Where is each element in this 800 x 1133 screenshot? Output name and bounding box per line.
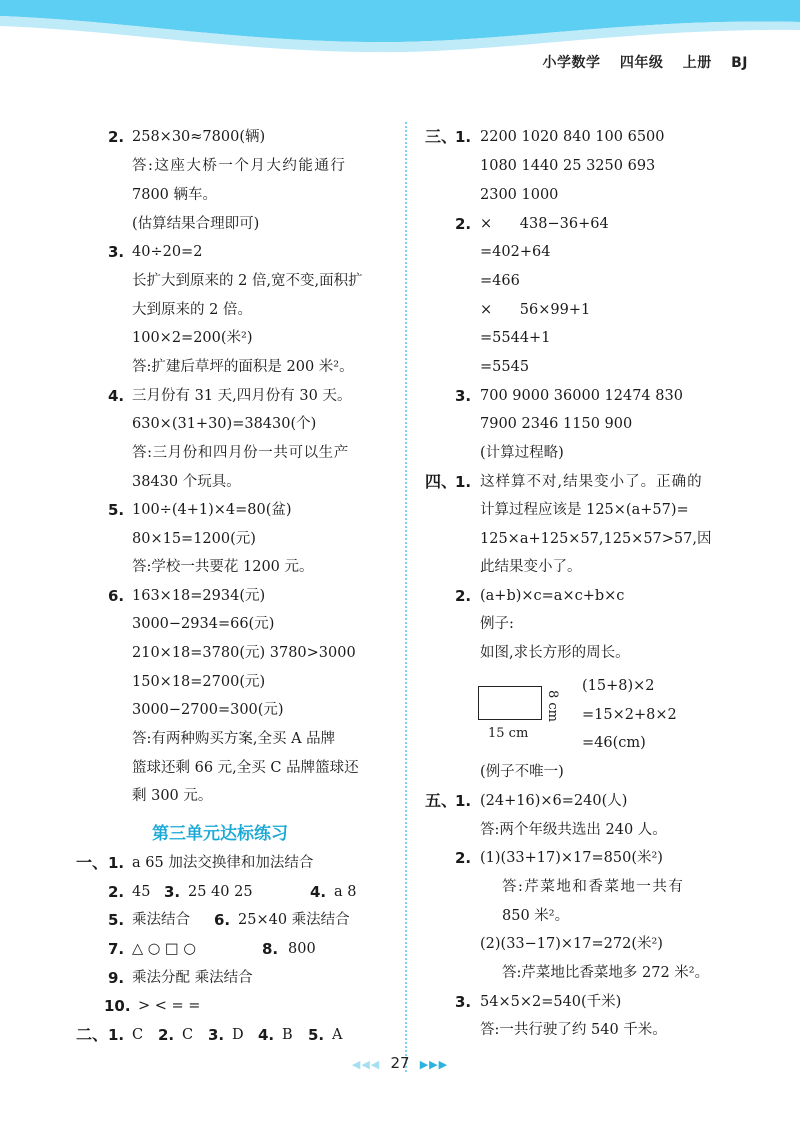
question-number: 2. xyxy=(158,1026,175,1044)
question-number: 4. xyxy=(108,387,125,405)
answer-line: 150×18=2700(元) xyxy=(132,674,266,690)
answer-line: 2200 1020 840 100 6500 xyxy=(480,129,665,145)
question-number: 4. xyxy=(310,883,327,901)
answer-line: 例子: xyxy=(480,616,514,632)
answer-line: 800 xyxy=(288,941,316,957)
right-arrows-icon: ▶▶▶ xyxy=(419,1058,449,1071)
answer-line: 210×18=3780(元) 3780>3000 xyxy=(132,645,356,661)
question-number: 2. xyxy=(108,883,125,901)
left-arrows-icon: ◀◀◀ xyxy=(351,1058,381,1071)
answer-line: 三月份有 31 天,四月份有 30 天。 xyxy=(132,388,352,404)
answer-line: a 65 加法交换律和加法结合 xyxy=(132,855,314,871)
answer-line: 答:这座大桥一个月大约能通行 xyxy=(132,158,347,174)
question-number: 1. xyxy=(108,854,125,872)
section-number: 二、 xyxy=(76,1025,109,1044)
answer-line: 630×(31+30)=38430(个) xyxy=(132,416,317,432)
question-number: 10. xyxy=(104,997,131,1015)
answer-line: D xyxy=(232,1027,244,1043)
answer-line: 如图,求长方形的周长。 xyxy=(480,645,630,661)
question-number: 4. xyxy=(258,1026,275,1044)
answer-line: 700 9000 36000 12474 830 xyxy=(480,388,683,404)
series-label xyxy=(528,52,748,72)
answer-line: (2)(33−17)×17=272(米²) xyxy=(480,936,663,952)
answer-line: 80×15=1200(元) xyxy=(132,531,256,547)
question-number: 3. xyxy=(455,387,472,405)
question-number: 5. xyxy=(308,1026,325,1044)
answer-line: (a+b)×c=a×c+b×c xyxy=(480,588,625,604)
answer-line: 258×30≈7800(辆) xyxy=(132,129,266,145)
answer-line: (24+16)×6=240(人) xyxy=(480,793,628,809)
rectangle-width-label: 15 cm xyxy=(488,726,529,741)
section-number: 一、 xyxy=(76,853,109,872)
answer-line: =5545 xyxy=(480,359,530,375)
grade-label: 四年级 xyxy=(619,55,664,71)
answer-line: 850 米²。 xyxy=(502,908,570,924)
answer-line: 25 40 25 xyxy=(188,884,253,900)
answer-line: 剩 300 元。 xyxy=(132,788,213,804)
question-number: 6. xyxy=(214,911,231,929)
answer-line: =5544+1 xyxy=(480,330,551,346)
answer-line: 2300 1000 xyxy=(480,187,559,203)
question-number: 3. xyxy=(208,1026,225,1044)
question-number: 3. xyxy=(108,243,125,261)
answer-line: =46(cm) xyxy=(582,735,646,751)
answer-line: 38430 个玩具。 xyxy=(132,474,241,490)
answer-line: B xyxy=(282,1027,293,1043)
answer-line: 乘法结合 xyxy=(132,912,190,928)
question-number: 2. xyxy=(455,215,472,233)
answer-line: 125×a+125×57,125×57>57,因 xyxy=(480,531,712,547)
answer-line: (估算结果合理即可) xyxy=(132,216,260,232)
answer-line: 计算过程应该是 125×(a+57)= xyxy=(480,502,689,518)
question-number: 2. xyxy=(108,128,125,146)
answer-line: × 438−36+64 xyxy=(480,216,609,232)
answer-line: 1080 1440 25 3250 693 xyxy=(480,158,656,174)
rectangle-figure xyxy=(478,686,542,720)
answer-line: 54×5×2=540(千米) xyxy=(480,994,622,1010)
answer-line: 长扩大到原来的 2 倍,宽不变,面积扩 xyxy=(132,273,363,289)
answer-line: 篮球还剩 66 元,全买 C 品牌篮球还 xyxy=(132,760,359,776)
question-number: 6. xyxy=(108,587,125,605)
unit-title: 第三单元达标练习 xyxy=(152,824,288,844)
answer-line: 25×40 乘法结合 xyxy=(238,912,350,928)
question-number: 5. xyxy=(108,911,125,929)
answer-line: 3000−2934=66(元) xyxy=(132,616,275,632)
section-number: 四、 xyxy=(425,472,458,491)
question-number: 1. xyxy=(455,792,472,810)
answer-line: 此结果变小了。 xyxy=(480,559,582,575)
answer-line: C xyxy=(132,1027,144,1043)
answer-line: =402+64 xyxy=(480,244,551,260)
question-number: 3. xyxy=(164,883,181,901)
answer-line: 答:芹菜地和香菜地一共有 xyxy=(502,879,685,895)
question-number: 9. xyxy=(108,969,125,987)
answer-line: 100×2=200(米²) xyxy=(132,330,253,346)
answer-line: (例子不唯一) xyxy=(480,764,564,780)
answer-line: 答:有两种购买方案,全买 A 品牌 xyxy=(132,731,336,747)
section-number: 五、 xyxy=(425,791,458,810)
question-number: 8. xyxy=(262,940,279,958)
answer-line: 大到原来的 2 倍。 xyxy=(132,302,252,318)
question-number: 2. xyxy=(455,587,472,605)
answer-line: C xyxy=(182,1027,194,1043)
answer-line: 163×18=2934(元) xyxy=(132,588,266,604)
answer-line: 答:芹菜地比香菜地多 272 米²。 xyxy=(502,965,710,981)
answer-line: a 8 xyxy=(334,884,357,900)
page-number: 27 xyxy=(390,1054,410,1072)
section-number: 三、 xyxy=(425,127,458,146)
question-number: 2. xyxy=(455,849,472,867)
edition-label: BJ xyxy=(731,55,748,71)
answer-line: 3000−2700=300(元) xyxy=(132,702,284,718)
answer-line: =15×2+8×2 xyxy=(582,707,677,723)
answer-line: △ ○ □ ○ xyxy=(132,941,196,957)
volume-label: 上册 xyxy=(682,55,712,71)
header-wave-shape xyxy=(0,0,800,42)
page-footer xyxy=(0,1053,800,1072)
question-number: 1. xyxy=(455,473,472,491)
subject-label: 小学数学 xyxy=(542,55,601,71)
answer-line: 7900 2346 1150 900 xyxy=(480,416,633,432)
answer-line: 7800 辆车。 xyxy=(132,187,218,203)
answer-line: =466 xyxy=(480,273,520,289)
answer-line: 100÷(4+1)×4=80(盆) xyxy=(132,502,292,518)
answer-line: (计算过程略) xyxy=(480,445,564,461)
answer-line: 乘法分配 乘法结合 xyxy=(132,970,253,986)
answer-line: 答:一共行驶了约 540 千米。 xyxy=(480,1022,667,1038)
answer-line: × 56×99+1 xyxy=(480,302,591,318)
answer-line: (1)(33+17)×17=850(米²) xyxy=(480,850,663,866)
question-number: 3. xyxy=(455,993,472,1011)
answer-line: (15+8)×2 xyxy=(582,678,655,694)
answer-line: A xyxy=(332,1027,343,1043)
answer-line: > < = = xyxy=(138,998,201,1014)
answer-line: 答:学校一共要花 1200 元。 xyxy=(132,559,314,575)
answer-line: 45 xyxy=(132,884,151,900)
question-number: 7. xyxy=(108,940,125,958)
rectangle-height-label: 8 cm xyxy=(545,690,560,723)
question-number: 5. xyxy=(108,501,125,519)
answer-line: 答:三月份和四月份一共可以生产 xyxy=(132,445,349,461)
answer-line: 答:扩建后草坪的面积是 200 米²。 xyxy=(132,359,354,375)
column-divider xyxy=(405,122,407,1072)
answer-line: 40÷20=2 xyxy=(132,244,203,260)
answer-line: 答:两个年级共选出 240 人。 xyxy=(480,822,667,838)
answer-line: 这样算不对,结果变小了。正确的 xyxy=(480,474,703,490)
question-number: 1. xyxy=(455,128,472,146)
question-number: 1. xyxy=(108,1026,125,1044)
